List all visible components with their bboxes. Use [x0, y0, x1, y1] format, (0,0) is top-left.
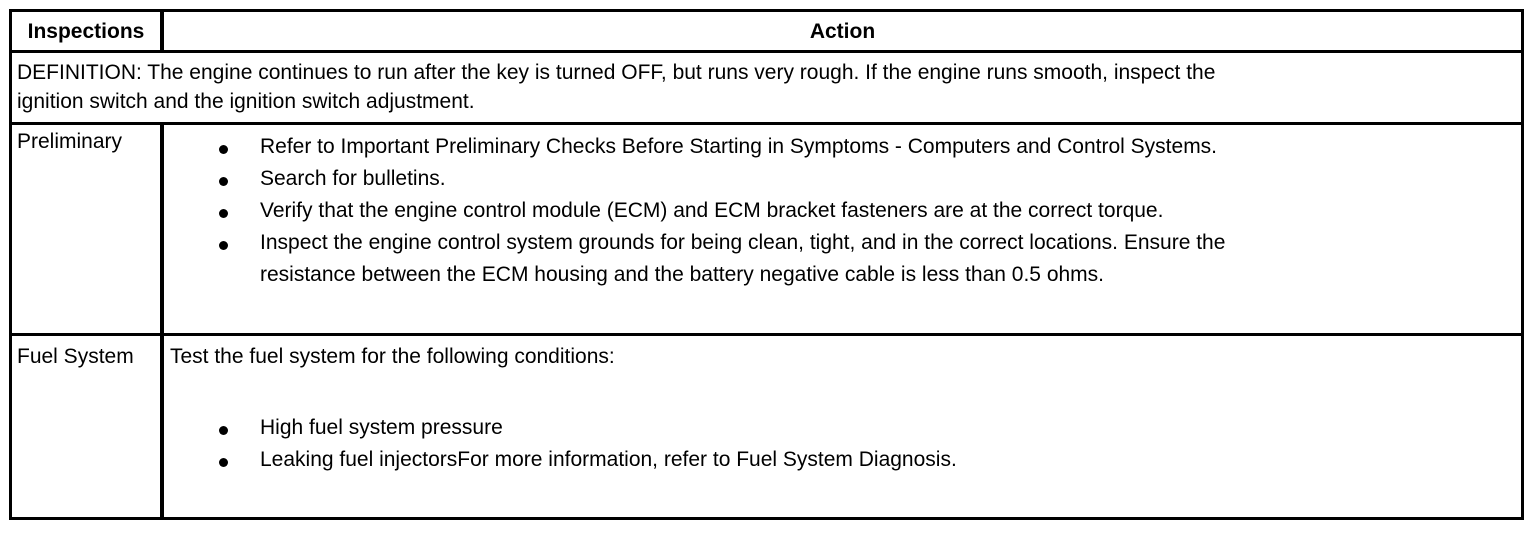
list-item: Inspect the engine control system grounds for being clean, tight, and in the correct locations. Ensure the resistance between the ECM housing and the battery negative cable is less than 0.5 ohms. [164, 227, 1225, 291]
bullet-icon [219, 209, 228, 218]
list-item: Refer to Important Preliminary Checks Before Starting in Symptoms - Computers and Control Systems. [164, 131, 1225, 163]
definition-line-1: DEFINITION: The engine continues to run after the key is turned OFF, but runs very rough. If the engine runs smooth, inspect the [17, 61, 1216, 84]
action-header: Action [809, 20, 876, 43]
list-item: High fuel system pressure [164, 412, 957, 444]
inspections-header: Inspections [27, 20, 145, 43]
row-divider [12, 333, 1521, 336]
bullet-icon [219, 458, 228, 467]
bullet-icon [219, 241, 228, 250]
bullet-icon [219, 426, 228, 435]
list-item: Search for bulletins. [164, 163, 1225, 195]
row-label-preliminary: Preliminary [17, 130, 123, 153]
header-divider [12, 50, 1521, 53]
fuel-system-list [164, 412, 957, 476]
list-item: Verify that the engine control module (ECM) and ECM bracket fasteners are at the correct torque. [164, 195, 1225, 227]
fuel-system-intro: Test the fuel system for the following conditions: [170, 345, 615, 368]
preliminary-list [164, 131, 1225, 291]
row-label-fuel-system: Fuel System [17, 345, 134, 368]
definition-line-2: ignition switch and the ignition switch adjustment. [17, 90, 475, 113]
bullet-icon [219, 145, 228, 154]
definition-divider [12, 122, 1521, 125]
list-item: Leaking fuel injectorsFor more information, refer to Fuel System Diagnosis. [164, 444, 957, 476]
inspection-table [9, 9, 1524, 520]
bullet-icon [219, 177, 228, 186]
